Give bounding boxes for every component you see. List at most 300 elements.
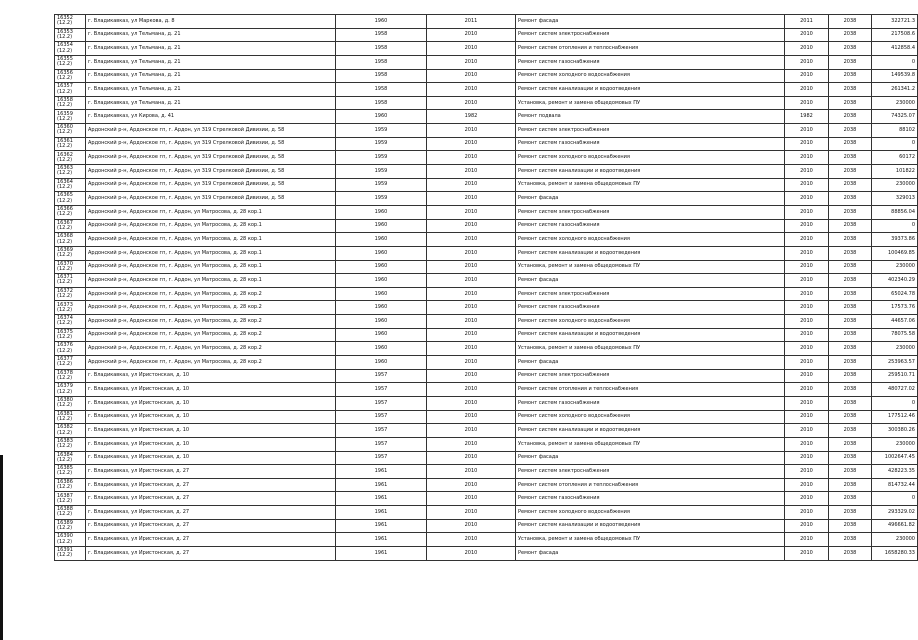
table-row bbox=[55, 287, 918, 301]
year-built-cell: 1960 bbox=[336, 356, 427, 370]
record-number: 16384 bbox=[57, 451, 73, 458]
record-id-cell bbox=[55, 83, 86, 97]
last-repair-cell: 2010 bbox=[427, 369, 516, 383]
record-number: 16375 bbox=[57, 328, 73, 335]
record-number: 16383 bbox=[57, 437, 73, 444]
last-repair-cell: 2010 bbox=[427, 437, 516, 451]
period-start-cell: 2010 bbox=[785, 233, 829, 247]
cost-cell: 149539.8 bbox=[872, 69, 918, 83]
address-cell: г. Владикавказ, ул Иристонская, д. 10 bbox=[86, 396, 336, 410]
address-cell: г. Владикавказ, ул Тельмана, д. 21 bbox=[86, 42, 336, 56]
address-cell: г. Владикавказ, ул Кирова, д. 41 bbox=[86, 110, 336, 124]
record-code: (12.2) bbox=[57, 306, 73, 313]
record-code: (12.2) bbox=[57, 47, 73, 54]
table-row bbox=[55, 178, 918, 192]
last-repair-cell: 2010 bbox=[427, 260, 516, 274]
record-code: (12.2) bbox=[57, 224, 73, 231]
cost-cell: 259510.71 bbox=[872, 369, 918, 383]
work-type-cell: Ремонт систем газоснабжения bbox=[516, 137, 785, 151]
table-row bbox=[55, 55, 918, 69]
period-start-cell: 2010 bbox=[785, 383, 829, 397]
record-number: 16359 bbox=[57, 110, 73, 117]
record-code: (12.2) bbox=[57, 361, 73, 368]
period-start-cell: 2010 bbox=[785, 519, 829, 533]
binding-edge bbox=[0, 455, 3, 640]
last-repair-cell: 2010 bbox=[427, 424, 516, 438]
period-start-cell: 2010 bbox=[785, 124, 829, 138]
address-cell: г. Владикавказ, ул Иристонская, д. 27 bbox=[86, 533, 336, 547]
last-repair-cell: 2010 bbox=[427, 533, 516, 547]
period-end-cell: 2038 bbox=[829, 287, 872, 301]
cost-cell: 0 bbox=[872, 219, 918, 233]
year-built-cell: 1960 bbox=[336, 219, 427, 233]
record-code: (12.2) bbox=[57, 334, 73, 341]
record-id-cell bbox=[55, 533, 86, 547]
period-start-cell: 2010 bbox=[785, 287, 829, 301]
period-end-cell: 2038 bbox=[829, 110, 872, 124]
work-type-cell: Ремонт систем холодного водоснабжения bbox=[516, 506, 785, 520]
table-row bbox=[55, 246, 918, 260]
record-number: 16389 bbox=[57, 519, 73, 526]
record-number: 16374 bbox=[57, 315, 73, 322]
cost-cell: 74325.07 bbox=[872, 110, 918, 124]
period-end-cell: 2038 bbox=[829, 83, 872, 97]
year-built-cell: 1958 bbox=[336, 28, 427, 42]
record-number: 16372 bbox=[57, 287, 73, 294]
period-end-cell: 2038 bbox=[829, 233, 872, 247]
year-built-cell: 1957 bbox=[336, 437, 427, 451]
last-repair-cell: 2010 bbox=[427, 137, 516, 151]
cost-cell: 177512.46 bbox=[872, 410, 918, 424]
record-code: (12.2) bbox=[57, 402, 73, 409]
period-end-cell: 2038 bbox=[829, 274, 872, 288]
last-repair-cell: 2010 bbox=[427, 342, 516, 356]
record-number: 16354 bbox=[57, 42, 73, 49]
period-start-cell: 2010 bbox=[785, 55, 829, 69]
last-repair-cell: 2010 bbox=[427, 205, 516, 219]
record-code: (12.2) bbox=[57, 129, 73, 136]
work-type-cell: Установка, ремонт и замена общедомовых ПУ bbox=[516, 178, 785, 192]
record-id-cell bbox=[55, 110, 86, 124]
work-type-cell: Установка, ремонт и замена общедомовых ПУ bbox=[516, 437, 785, 451]
year-built-cell: 1957 bbox=[336, 424, 427, 438]
record-id-cell bbox=[55, 205, 86, 219]
work-type-cell: Ремонт систем газоснабжения bbox=[516, 492, 785, 506]
work-type-cell: Ремонт систем газоснабжения bbox=[516, 396, 785, 410]
record-code: (12.2) bbox=[57, 484, 73, 491]
cost-cell: 17573.76 bbox=[872, 301, 918, 315]
address-cell: Ардонский р-н, Ардонское гп, г. Ардон, ул Матросова, д. 28 кор.1 bbox=[86, 246, 336, 260]
work-type-cell: Ремонт фасада bbox=[516, 15, 785, 29]
address-cell: г. Владикавказ, ул Тельмана, д. 21 bbox=[86, 69, 336, 83]
period-start-cell: 2010 bbox=[785, 369, 829, 383]
year-built-cell: 1958 bbox=[336, 83, 427, 97]
record-id-cell bbox=[55, 437, 86, 451]
record-id-cell bbox=[55, 369, 86, 383]
work-type-cell: Ремонт систем газоснабжения bbox=[516, 301, 785, 315]
year-built-cell: 1960 bbox=[336, 328, 427, 342]
address-cell: г. Владикавказ, ул Иристонская, д. 27 bbox=[86, 519, 336, 533]
cost-cell: 39373.86 bbox=[872, 233, 918, 247]
work-type-cell: Ремонт фасада bbox=[516, 451, 785, 465]
address-cell: г. Владикавказ, ул Тельмана, д. 21 bbox=[86, 96, 336, 110]
cost-cell: 0 bbox=[872, 396, 918, 410]
cost-cell: 480727.02 bbox=[872, 383, 918, 397]
table-row bbox=[55, 437, 918, 451]
record-code: (12.2) bbox=[57, 265, 73, 272]
last-repair-cell: 2010 bbox=[427, 506, 516, 520]
table-row bbox=[55, 260, 918, 274]
period-end-cell: 2038 bbox=[829, 328, 872, 342]
table-row bbox=[55, 28, 918, 42]
year-built-cell: 1960 bbox=[336, 233, 427, 247]
table-row bbox=[55, 356, 918, 370]
address-cell: г. Владикавказ, ул Иристонская, д. 10 bbox=[86, 451, 336, 465]
year-built-cell: 1957 bbox=[336, 369, 427, 383]
table-row bbox=[55, 315, 918, 329]
record-id-cell bbox=[55, 506, 86, 520]
work-type-cell: Ремонт систем канализации и водоотведения bbox=[516, 424, 785, 438]
last-repair-cell: 2010 bbox=[427, 192, 516, 206]
work-type-cell: Ремонт систем газоснабжения bbox=[516, 55, 785, 69]
address-cell: г. Владикавказ, ул Иристонская, д. 27 bbox=[86, 478, 336, 492]
record-id-cell bbox=[55, 315, 86, 329]
address-cell: г. Владикавказ, ул Иристонская, д. 10 bbox=[86, 383, 336, 397]
period-end-cell: 2038 bbox=[829, 410, 872, 424]
table-row bbox=[55, 546, 918, 560]
address-cell: г. Владикавказ, ул Маркова, д. 8 bbox=[86, 15, 336, 29]
table-row bbox=[55, 137, 918, 151]
year-built-cell: 1961 bbox=[336, 533, 427, 547]
record-number: 16358 bbox=[57, 96, 73, 103]
record-number: 16369 bbox=[57, 247, 73, 253]
last-repair-cell: 2010 bbox=[427, 396, 516, 410]
record-id-cell bbox=[55, 519, 86, 533]
period-start-cell: 2010 bbox=[785, 274, 829, 288]
cost-cell: 78075.58 bbox=[872, 328, 918, 342]
last-repair-cell: 2010 bbox=[427, 219, 516, 233]
year-built-cell: 1959 bbox=[336, 151, 427, 165]
year-built-cell: 1961 bbox=[336, 519, 427, 533]
cost-cell: 402340.29 bbox=[872, 274, 918, 288]
last-repair-cell: 2010 bbox=[427, 478, 516, 492]
period-start-cell: 2010 bbox=[785, 492, 829, 506]
period-start-cell: 2010 bbox=[785, 424, 829, 438]
table-row bbox=[55, 533, 918, 547]
period-start-cell: 2010 bbox=[785, 205, 829, 219]
year-built-cell: 1958 bbox=[336, 42, 427, 56]
last-repair-cell: 2010 bbox=[427, 69, 516, 83]
record-id-cell bbox=[55, 274, 86, 288]
year-built-cell: 1961 bbox=[336, 465, 427, 479]
cost-cell: 0 bbox=[872, 137, 918, 151]
period-start-cell: 2010 bbox=[785, 546, 829, 560]
last-repair-cell: 2010 bbox=[427, 83, 516, 97]
period-end-cell: 2038 bbox=[829, 260, 872, 274]
last-repair-cell: 2011 bbox=[427, 15, 516, 29]
record-number: 16352 bbox=[57, 15, 73, 22]
table-row bbox=[55, 219, 918, 233]
cost-cell: 65024.78 bbox=[872, 287, 918, 301]
period-end-cell: 2038 bbox=[829, 219, 872, 233]
work-type-cell: Установка, ремонт и замена общедомовых ПУ bbox=[516, 96, 785, 110]
year-built-cell: 1961 bbox=[336, 478, 427, 492]
record-code: (12.2) bbox=[57, 456, 73, 463]
table-row bbox=[55, 410, 918, 424]
record-code: (12.2) bbox=[57, 429, 73, 436]
table-row bbox=[55, 110, 918, 124]
cost-cell: 0 bbox=[872, 492, 918, 506]
record-number: 16387 bbox=[57, 492, 73, 499]
year-built-cell: 1957 bbox=[336, 410, 427, 424]
year-built-cell: 1959 bbox=[336, 178, 427, 192]
record-id-cell bbox=[55, 356, 86, 370]
work-type-cell: Ремонт систем электроснабжения bbox=[516, 28, 785, 42]
table-row bbox=[55, 274, 918, 288]
cost-cell: 1658280.33 bbox=[872, 546, 918, 560]
last-repair-cell: 2010 bbox=[427, 356, 516, 370]
address-cell: г. Владикавказ, ул Иристонская, д. 10 bbox=[86, 424, 336, 438]
year-built-cell: 1957 bbox=[336, 396, 427, 410]
table-row bbox=[55, 124, 918, 138]
cost-cell: 253963.57 bbox=[872, 356, 918, 370]
year-built-cell: 1961 bbox=[336, 506, 427, 520]
year-built-cell: 1960 bbox=[336, 315, 427, 329]
address-cell: г. Владикавказ, ул Иристонская, д. 27 bbox=[86, 492, 336, 506]
year-built-cell: 1957 bbox=[336, 383, 427, 397]
cost-cell: 88856.04 bbox=[872, 205, 918, 219]
cost-cell: 428223.35 bbox=[872, 465, 918, 479]
work-type-cell: Ремонт систем канализации и водоотведения bbox=[516, 165, 785, 179]
period-end-cell: 2038 bbox=[829, 205, 872, 219]
address-cell: Ардонский р-н, Ардонское гп, г. Ардон, ул 319 Стрелковой Дивизии, д. 58 bbox=[86, 192, 336, 206]
period-end-cell: 2038 bbox=[829, 28, 872, 42]
year-built-cell: 1960 bbox=[336, 15, 427, 29]
record-code: (12.2) bbox=[57, 497, 73, 504]
year-built-cell: 1960 bbox=[336, 274, 427, 288]
work-type-cell: Ремонт систем холодного водоснабжения bbox=[516, 151, 785, 165]
record-code: (12.2) bbox=[57, 443, 73, 450]
period-start-cell: 2010 bbox=[785, 260, 829, 274]
record-id-cell bbox=[55, 178, 86, 192]
year-built-cell: 1960 bbox=[336, 342, 427, 356]
record-code: (12.2) bbox=[57, 74, 73, 81]
period-start-cell: 2010 bbox=[785, 219, 829, 233]
period-start-cell: 2010 bbox=[785, 315, 829, 329]
address-cell: Ардонский р-н, Ардонское гп, г. Ардон, ул 319 Стрелковой Дивизии, д. 58 bbox=[86, 165, 336, 179]
record-code: (12.2) bbox=[57, 61, 73, 68]
work-type-cell: Ремонт систем холодного водоснабжения bbox=[516, 410, 785, 424]
period-end-cell: 2038 bbox=[829, 424, 872, 438]
last-repair-cell: 2010 bbox=[427, 165, 516, 179]
record-id-cell bbox=[55, 96, 86, 110]
address-cell: г. Владикавказ, ул Тельмана, д. 21 bbox=[86, 55, 336, 69]
last-repair-cell: 2010 bbox=[427, 28, 516, 42]
period-end-cell: 2038 bbox=[829, 356, 872, 370]
period-end-cell: 2038 bbox=[829, 246, 872, 260]
address-cell: Ардонский р-н, Ардонское гп, г. Ардон, ул Матросова, д. 28 кор.2 bbox=[86, 356, 336, 370]
table-row bbox=[55, 451, 918, 465]
table-row bbox=[55, 96, 918, 110]
record-code: (12.2) bbox=[57, 170, 73, 177]
last-repair-cell: 2010 bbox=[427, 546, 516, 560]
record-number: 16385 bbox=[57, 465, 73, 472]
address-cell: Ардонский р-н, Ардонское гп, г. Ардон, ул Матросова, д. 28 кор.1 bbox=[86, 219, 336, 233]
work-type-cell: Ремонт фасада bbox=[516, 356, 785, 370]
record-id-cell bbox=[55, 451, 86, 465]
record-number: 16388 bbox=[57, 506, 73, 513]
period-end-cell: 2038 bbox=[829, 315, 872, 329]
work-type-cell: Ремонт систем канализации и водоотведения bbox=[516, 246, 785, 260]
cost-cell: 230000 bbox=[872, 533, 918, 547]
period-end-cell: 2038 bbox=[829, 506, 872, 520]
record-id-cell bbox=[55, 28, 86, 42]
table-row bbox=[55, 478, 918, 492]
work-type-cell: Ремонт систем холодного водоснабжения bbox=[516, 69, 785, 83]
table-row bbox=[55, 205, 918, 219]
work-type-cell: Ремонт систем электроснабжения bbox=[516, 369, 785, 383]
address-cell: Ардонский р-н, Ардонское гп, г. Ардон, ул 319 Стрелковой Дивизии, д. 58 bbox=[86, 124, 336, 138]
table-row bbox=[55, 83, 918, 97]
record-number: 16366 bbox=[57, 206, 73, 213]
cost-cell: 101822 bbox=[872, 165, 918, 179]
cost-cell: 814732.44 bbox=[872, 478, 918, 492]
period-end-cell: 2038 bbox=[829, 55, 872, 69]
address-cell: Ардонский р-н, Ардонское гп, г. Ардон, ул 319 Стрелковой Дивизии, д. 58 bbox=[86, 151, 336, 165]
record-id-cell bbox=[55, 165, 86, 179]
work-type-cell: Установка, ремонт и замена общедомовых ПУ bbox=[516, 342, 785, 356]
table-row bbox=[55, 42, 918, 56]
period-end-cell: 2038 bbox=[829, 369, 872, 383]
period-end-cell: 2038 bbox=[829, 137, 872, 151]
cost-cell: 60172 bbox=[872, 151, 918, 165]
year-built-cell: 1960 bbox=[336, 246, 427, 260]
record-number: 16355 bbox=[57, 56, 73, 63]
record-code: (12.2) bbox=[57, 156, 73, 163]
record-number: 16376 bbox=[57, 342, 73, 349]
cost-cell: 230000 bbox=[872, 178, 918, 192]
work-type-cell: Ремонт систем электроснабжения bbox=[516, 124, 785, 138]
year-built-cell: 1958 bbox=[336, 55, 427, 69]
repair-schedule-table bbox=[54, 14, 918, 561]
record-number: 16368 bbox=[57, 233, 73, 240]
record-code: (12.2) bbox=[57, 388, 73, 395]
cost-cell: 100469.85 bbox=[872, 246, 918, 260]
record-number: 16371 bbox=[57, 274, 73, 281]
record-id-cell bbox=[55, 396, 86, 410]
record-id-cell bbox=[55, 465, 86, 479]
record-number: 16363 bbox=[57, 165, 73, 172]
record-code: (12.2) bbox=[57, 184, 73, 190]
period-start-cell: 2010 bbox=[785, 465, 829, 479]
table-row bbox=[55, 465, 918, 479]
last-repair-cell: 2010 bbox=[427, 328, 516, 342]
last-repair-cell: 2010 bbox=[427, 492, 516, 506]
table-row bbox=[55, 165, 918, 179]
last-repair-cell: 2010 bbox=[427, 315, 516, 329]
table-row bbox=[55, 69, 918, 83]
period-end-cell: 2038 bbox=[829, 478, 872, 492]
record-code: (12.2) bbox=[57, 279, 73, 286]
record-number: 16386 bbox=[57, 478, 73, 485]
period-start-cell: 2010 bbox=[785, 151, 829, 165]
work-type-cell: Ремонт систем электроснабжения bbox=[516, 465, 785, 479]
period-start-cell: 2010 bbox=[785, 328, 829, 342]
table-row bbox=[55, 151, 918, 165]
record-number: 16379 bbox=[57, 383, 73, 390]
last-repair-cell: 2010 bbox=[427, 410, 516, 424]
period-end-cell: 2038 bbox=[829, 465, 872, 479]
record-id-cell bbox=[55, 301, 86, 315]
period-start-cell: 2010 bbox=[785, 478, 829, 492]
period-end-cell: 2038 bbox=[829, 69, 872, 83]
record-code: (12.2) bbox=[57, 33, 73, 40]
last-repair-cell: 2010 bbox=[427, 42, 516, 56]
cost-cell: 496661.82 bbox=[872, 519, 918, 533]
record-id-cell bbox=[55, 260, 86, 274]
period-end-cell: 2038 bbox=[829, 451, 872, 465]
period-end-cell: 2038 bbox=[829, 42, 872, 56]
address-cell: Ардонский р-н, Ардонское гп, г. Ардон, ул Матросова, д. 28 кор.2 bbox=[86, 315, 336, 329]
address-cell: г. Владикавказ, ул Иристонская, д. 27 bbox=[86, 465, 336, 479]
record-code: (12.2) bbox=[57, 20, 73, 27]
cost-cell: 1002647.45 bbox=[872, 451, 918, 465]
work-type-cell: Ремонт систем электроснабжения bbox=[516, 205, 785, 219]
record-number: 16365 bbox=[57, 192, 73, 199]
last-repair-cell: 2010 bbox=[427, 151, 516, 165]
table-row bbox=[55, 506, 918, 520]
record-code: (12.2) bbox=[57, 197, 73, 204]
record-code: (12.2) bbox=[57, 470, 73, 477]
period-start-cell: 2010 bbox=[785, 410, 829, 424]
record-id-cell bbox=[55, 410, 86, 424]
cost-cell: 293329.02 bbox=[872, 506, 918, 520]
period-start-cell: 2010 bbox=[785, 137, 829, 151]
table-row bbox=[55, 233, 918, 247]
last-repair-cell: 2010 bbox=[427, 451, 516, 465]
cost-cell: 217508.6 bbox=[872, 28, 918, 42]
table-row bbox=[55, 342, 918, 356]
record-id-cell bbox=[55, 55, 86, 69]
record-code: (12.2) bbox=[57, 320, 73, 327]
period-end-cell: 2038 bbox=[829, 301, 872, 315]
year-built-cell: 1961 bbox=[336, 492, 427, 506]
last-repair-cell: 2010 bbox=[427, 178, 516, 192]
address-cell: Ардонский р-н, Ардонское гп, г. Ардон, ул 319 Стрелковой Дивизии, д. 58 bbox=[86, 137, 336, 151]
cost-cell: 322721.3 bbox=[872, 15, 918, 29]
period-start-cell: 2010 bbox=[785, 192, 829, 206]
period-end-cell: 2038 bbox=[829, 15, 872, 29]
last-repair-cell: 2010 bbox=[427, 465, 516, 479]
work-type-cell: Ремонт фасада bbox=[516, 274, 785, 288]
last-repair-cell: 2010 bbox=[427, 301, 516, 315]
record-code: (12.2) bbox=[57, 102, 73, 109]
period-end-cell: 2038 bbox=[829, 383, 872, 397]
cost-cell: 230000 bbox=[872, 342, 918, 356]
period-start-cell: 2010 bbox=[785, 69, 829, 83]
year-built-cell: 1960 bbox=[336, 110, 427, 124]
record-id-cell bbox=[55, 219, 86, 233]
period-start-cell: 1982 bbox=[785, 110, 829, 124]
record-id-cell bbox=[55, 342, 86, 356]
period-start-cell: 2010 bbox=[785, 533, 829, 547]
work-type-cell: Ремонт подвала bbox=[516, 110, 785, 124]
record-number: 16362 bbox=[57, 151, 73, 158]
record-number: 16353 bbox=[57, 28, 73, 35]
cost-cell: 412858.4 bbox=[872, 42, 918, 56]
record-code: (12.2) bbox=[57, 415, 73, 422]
period-start-cell: 2010 bbox=[785, 396, 829, 410]
